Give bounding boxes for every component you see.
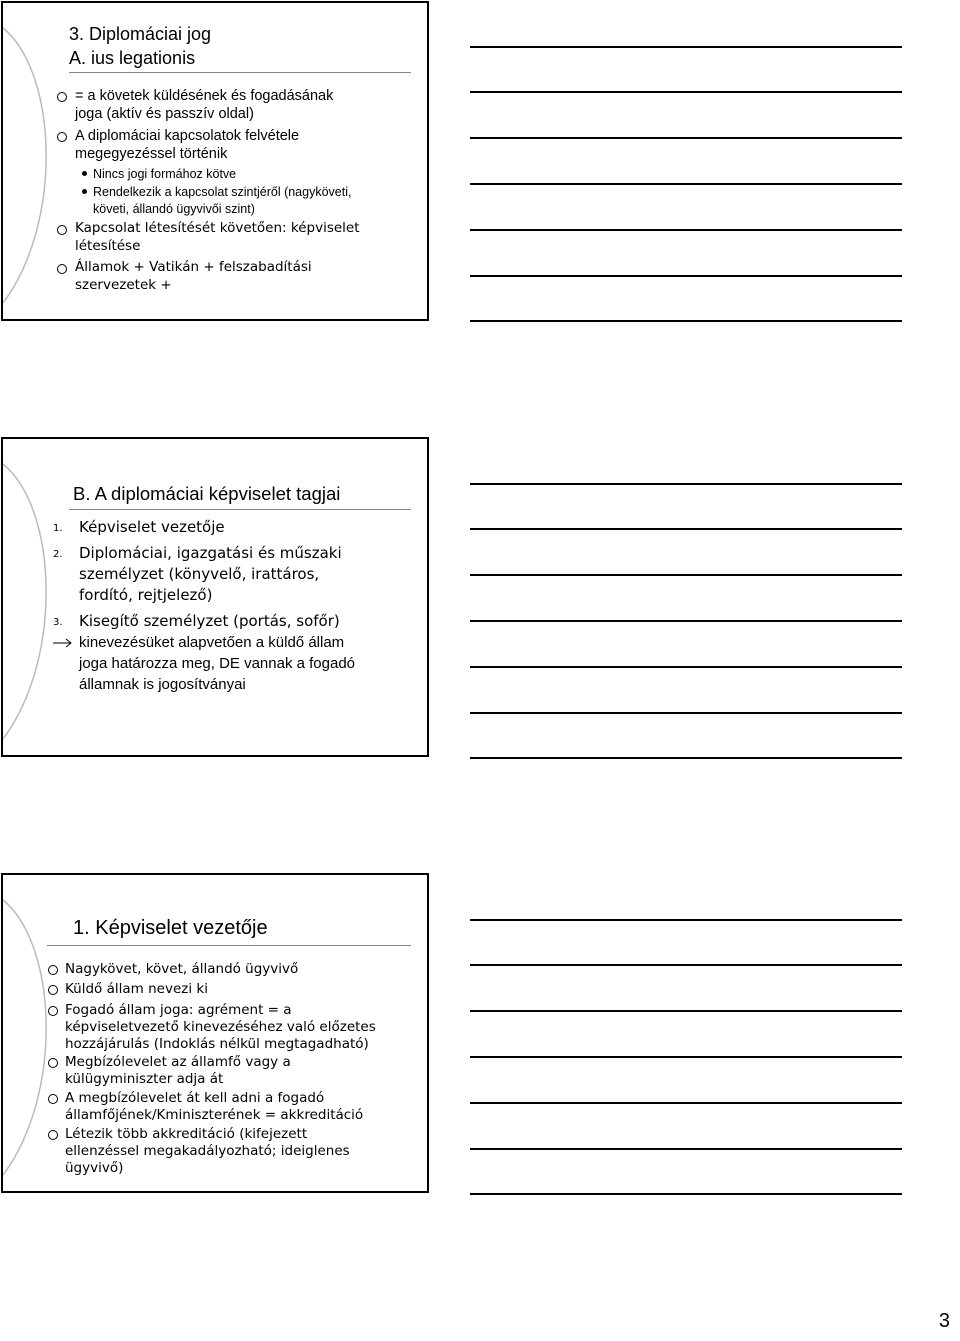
bullet-line: Fogadó állam joga: agrément = a <box>65 1002 292 1018</box>
slide-title: B. A diplomáciai képviselet tagjai <box>73 483 341 504</box>
slide-curve-decoration <box>3 875 73 1195</box>
circle-bullet-icon <box>57 264 67 274</box>
bullet-line: Megbízólevelet az államfő vagy a <box>65 1054 291 1070</box>
bullet-line: ügyvivő) <box>65 1160 124 1176</box>
bullet-line: Nagykövet, követ, állandó ügyvivő <box>65 961 299 977</box>
dot-bullet-icon <box>82 189 87 194</box>
bullet-line: hozzájárulás (Indoklás nélkül megtagadható) <box>65 1036 369 1052</box>
list-item-line: Diplomáciai, igazgatási és műszaki <box>79 544 342 562</box>
bullet-line: államfőjének/Kminiszterének = akkreditáció <box>65 1107 364 1123</box>
bullet-line: szervezetek + <box>75 277 172 293</box>
bullet-line: létesítése <box>75 238 141 254</box>
bullet-line: külügyminiszter adja át <box>65 1071 224 1087</box>
arrow-right-icon <box>53 638 73 648</box>
slide-title-line-1: 3. Diplomáciai jog <box>69 24 212 44</box>
list-number: 3. <box>53 617 63 628</box>
bullet-line: Kapcsolat létesítését követően: képviselet <box>75 220 360 236</box>
sub-bullet-line: Rendelkezik a kapcsolat szintjéről (nagyköveti, <box>93 185 352 199</box>
bullet-line: = a követek küldésének és fogadásának <box>75 88 334 104</box>
page-number: 3 <box>938 1310 950 1332</box>
list-item-line: fordító, rejtjelező) <box>79 586 213 604</box>
list-item-line: Kisegítő személyzet (portás, sofőr) <box>79 612 340 630</box>
dot-bullet-icon <box>82 171 87 176</box>
circle-bullet-icon <box>57 225 67 235</box>
slide-1 <box>1 1 429 321</box>
slide-3 <box>1 873 429 1193</box>
title-rule <box>69 72 411 73</box>
list-item-line: személyzet (könyvelő, irattáros, <box>79 565 320 583</box>
arrow-note-line: kinevezésüket alapvetően a küldő állam <box>79 634 345 651</box>
arrow-note-line: joga határozza meg, DE vannak a fogadó <box>79 655 356 672</box>
sub-bullet-line: Nincs jogi formához kötve <box>93 167 237 181</box>
bullet-line: Küldő állam nevezi ki <box>65 981 208 997</box>
circle-bullet-icon <box>57 132 67 142</box>
bullet-line: ellenzéssel megakadályozható; ideiglenes <box>65 1143 350 1159</box>
slide-title: 1. Képviselet vezetője <box>73 917 268 939</box>
bullet-line: A diplomáciai kapcsolatok felvétele <box>75 128 300 144</box>
list-number: 2. <box>53 549 63 560</box>
circle-bullet-icon <box>48 1130 58 1140</box>
circle-bullet-icon <box>48 1058 58 1068</box>
bullet-line: Államok + Vatikán + felszabadítási <box>75 259 312 275</box>
circle-bullet-icon <box>57 92 67 102</box>
slide-curve-decoration <box>3 439 73 759</box>
sub-bullet-line: követi, állandó ügyvivői szint) <box>93 202 255 216</box>
bullet-line: A megbízólevelet át kell adni a fogadó <box>65 1090 325 1106</box>
bullet-line: Létezik több akkreditáció (kifejezett <box>65 1126 308 1142</box>
title-rule <box>47 945 411 946</box>
slide-title-line-2: A. ius legationis <box>69 48 196 68</box>
circle-bullet-icon <box>48 965 58 975</box>
arrow-note-line: államnak is jogosítványai <box>79 676 246 693</box>
bullet-line: joga (aktív és passzív oldal) <box>75 106 254 122</box>
circle-bullet-icon <box>48 1006 58 1016</box>
list-number: 1. <box>53 523 63 534</box>
bullet-line: megegyezéssel történik <box>75 146 228 162</box>
slide-2 <box>1 437 429 757</box>
list-item-line: Képviselet vezetője <box>79 518 225 536</box>
slide-curve-decoration <box>3 3 73 323</box>
title-rule <box>69 509 411 510</box>
circle-bullet-icon <box>48 985 58 995</box>
circle-bullet-icon <box>48 1094 58 1104</box>
bullet-line: képviseletvezető kinevezéséhez való előzetes <box>65 1019 376 1035</box>
